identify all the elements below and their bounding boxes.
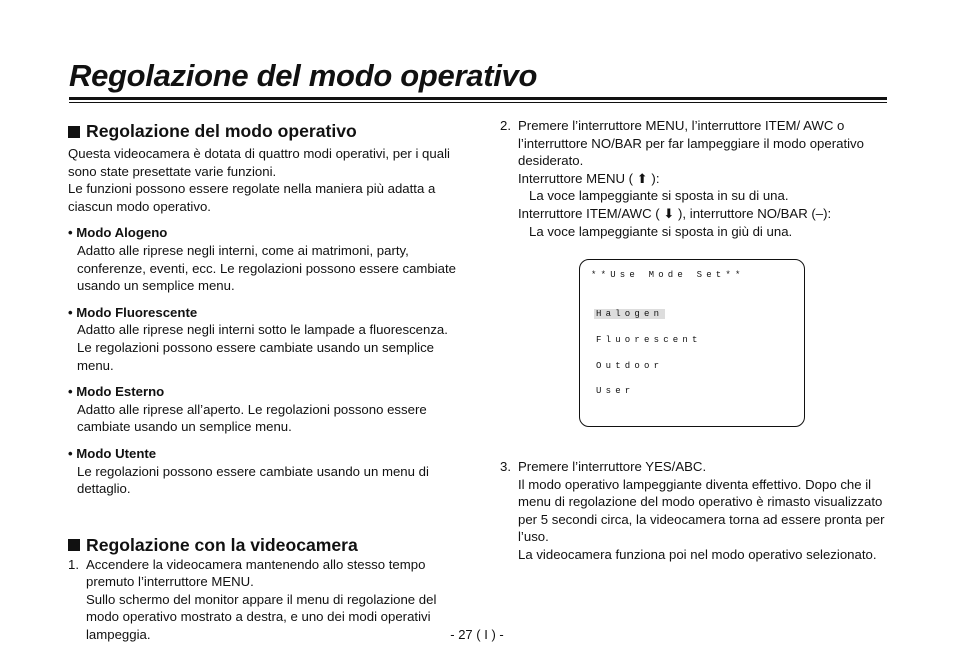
mode-item-outdoor: • Modo Esterno Adatto alle riprese all’aperto. Le regolazioni possono essere cambiate usando un semplice menu. [68,384,427,435]
mode-item-halogen: • Modo Alogeno Adatto alle riprese negli interni, come ai matrimoni, party, conferenze, eventi, ecc. Le regolazioni possono essere cambiate usando un semplice menu. [68,225,456,294]
step-2: 2. Premere l’interruttore MENU, l’interruttore ITEM/ AWC o l’interruttore NO/BAR per far lampeggiare il modo operativo desiderato. Interruttore MENU ( ⬆ ): La voce lampeggiante si sposta in su di una. Interruttore ITEM/AWC ( ⬇ ), interruttore NO/BAR (–): La voce lampeggiante si sposta in giù di una. [500,118,864,239]
menu-item-user: User [596,386,635,396]
section-heading-mode: Regolazione del modo operativo [68,120,460,142]
intro-paragraph-2: Le funzioni possono essere regolate nella maniera più adatta a ciascun modo operativo. [68,181,436,214]
menu-item-fluorescent: Fluorescent [596,335,702,345]
square-bullet-icon [68,126,80,138]
intro-paragraph-1: Questa videocamera è dotata di quattro modi operativi, per i quali sono state presettate varie funzioni. [68,146,450,179]
step-3: 3. Premere l’interruttore YES/ABC. Il modo operativo lampeggiante diventa effettivo. Dopo che il menu di regolazione del modo operativo è rimasto visualizzato per 5 secondi circa, la videocamera torna ad essere pronta per l’uso. La videocamera funziona poi nel modo operativo selezionato. [500,459,885,562]
menu-screen-title: **Use Mode Set** [591,270,745,280]
use-mode-set-menu-screen [579,259,805,427]
mode-item-user: • Modo Utente Le regolazioni possono essere cambiate usando un menu di dettaglio. [68,445,429,497]
title-rule-thin [69,102,887,103]
left-column [68,120,460,644]
step-1: 1. Accendere la videocamera mantenendo allo stesso tempo premuto l’interruttore MENU. Sullo schermo del monitor appare il menu di regolazione del modo operativo mostrato a destra, e uno dei modi operativi lampeggia. [68,556,437,643]
page-number: - 27 ( I ) - [450,627,504,642]
square-bullet-icon [68,539,80,551]
title-rule-thick [69,97,887,100]
page-title: Regolazione del modo operativo [69,58,538,93]
menu-item-halogen: Halogen [596,309,664,319]
section-heading-camera: Regolazione con la videocamera [68,534,460,556]
right-column [500,117,890,240]
mode-item-fluorescent: • Modo Fluorescente Adatto alle riprese negli interni sotto le lampade a fluorescenza. Le regolazioni possono essere cambiate usando un semplice menu. [68,304,448,373]
menu-item-outdoor: Outdoor [596,361,664,371]
